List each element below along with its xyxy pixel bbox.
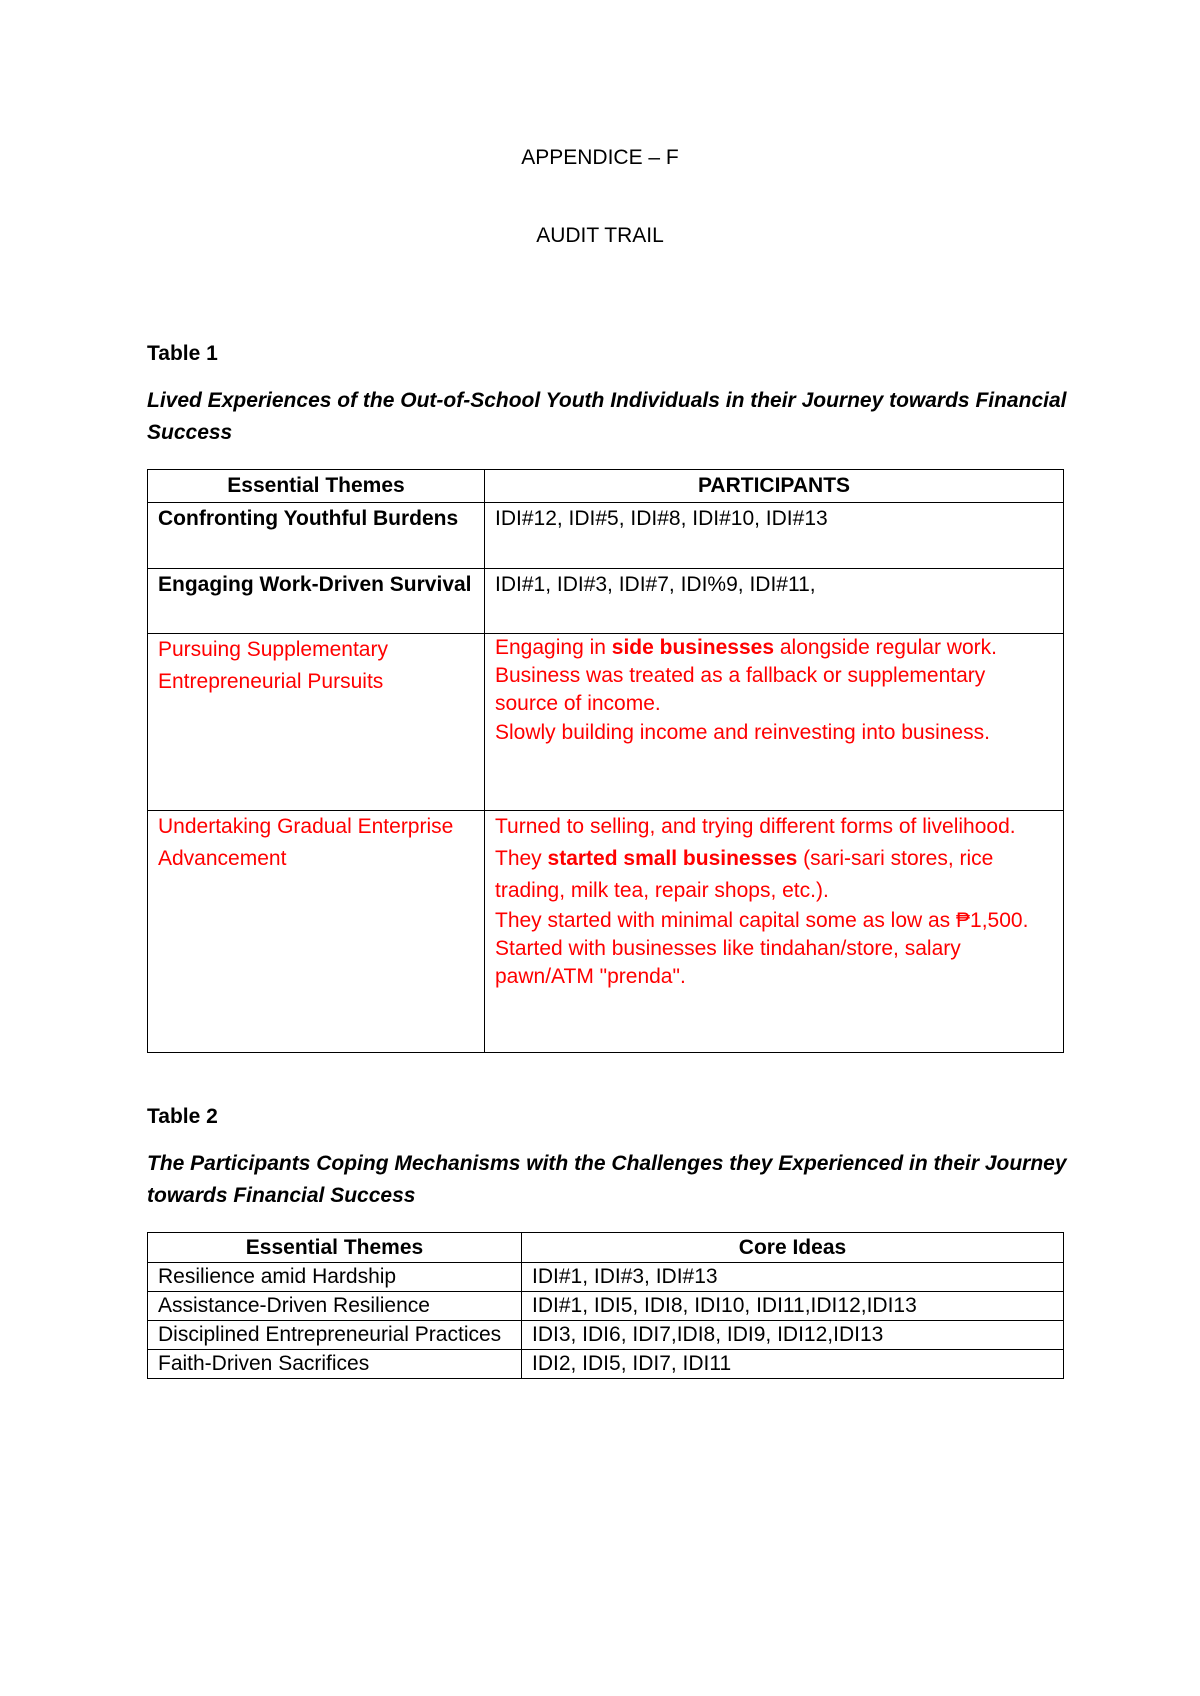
table2-header-core-ideas: Core Ideas (522, 1233, 1064, 1263)
appendix-heading: APPENDICE – F (521, 146, 679, 169)
table2-theme-cell: Faith-Driven Sacrifices (148, 1350, 522, 1379)
table-row (148, 1321, 1064, 1350)
finding-line: They started small businesses (sari-sari stores, rice trading, milk tea, repair shops, etc.). (495, 847, 994, 902)
table-row (148, 1263, 1064, 1292)
table1-participants-cell: IDI#12, IDI#5, IDI#8, IDI#10, IDI#13 (485, 503, 1064, 569)
table1-theme-cell: Engaging Work-Driven Survival (148, 569, 485, 634)
table2-header-row (148, 1233, 1064, 1263)
table2-theme-cell: Resilience amid Hardship (148, 1263, 522, 1292)
table1-participants-cell (485, 634, 1064, 811)
table1-participants-cell (485, 811, 1064, 1053)
table-row (148, 1350, 1064, 1379)
audit-trail-heading: AUDIT TRAIL (536, 224, 664, 247)
table2-theme-cell: Disciplined Entrepreneurial Practices (148, 1321, 522, 1350)
table-row (148, 634, 1064, 811)
table2-theme-cell: Assistance-Driven Resilience (148, 1292, 522, 1321)
table2-ideas-cell: IDI#1, IDI5, IDI8, IDI10, IDI11,IDI12,IDI13 (522, 1292, 1064, 1321)
table2-ideas-cell: IDI#1, IDI#3, IDI#13 (522, 1263, 1064, 1292)
table1-caption: Lived Experiences of the Out-of-School Youth Individuals in their Journey towards Financial Success (147, 389, 1067, 444)
table1-label: Table 1 (147, 342, 218, 365)
finding-line: Business was treated as a fallback or supplementary source of income. (495, 664, 986, 715)
table1-theme-cell: Undertaking Gradual Enterprise Advancement (148, 811, 485, 1053)
table2-header-themes: Essential Themes (148, 1233, 522, 1263)
table2-label: Table 2 (147, 1105, 218, 1128)
table-row (148, 503, 1064, 569)
finding-line: They started with minimal capital some as low as ₱1,500. (495, 909, 1029, 932)
finding-line: Engaging in side businesses alongside regular work. (495, 636, 997, 659)
table-row (148, 811, 1064, 1053)
table1 (147, 469, 1064, 1053)
table1-participants-cell: IDI#1, IDI#3, IDI#7, IDI%9, IDI#11, (485, 569, 1064, 634)
table1-header-row (148, 470, 1064, 503)
table1-theme-cell: Pursuing Supplementary Entrepreneurial Pursuits (148, 634, 485, 811)
table2-caption: The Participants Coping Mechanisms with the Challenges they Experienced in their Journey towards Financial Success (147, 1152, 1067, 1207)
table1-header-participants: PARTICIPANTS (485, 470, 1064, 503)
table2 (147, 1232, 1064, 1379)
finding-line: Slowly building income and reinvesting into business. (495, 721, 990, 744)
table1-header-themes: Essential Themes (148, 470, 485, 503)
table-row (148, 1292, 1064, 1321)
table2-ideas-cell: IDI3, IDI6, IDI7,IDI8, IDI9, IDI12,IDI13 (522, 1321, 1064, 1350)
table1-theme-cell: Confronting Youthful Burdens (148, 503, 485, 569)
table2-ideas-cell: IDI2, IDI5, IDI7, IDI11 (522, 1350, 1064, 1379)
finding-line: Turned to selling, and trying different forms of livelihood. (495, 815, 1016, 838)
table-row (148, 569, 1064, 634)
finding-line: Started with businesses like tindahan/store, salary pawn/ATM "prenda". (495, 937, 961, 988)
